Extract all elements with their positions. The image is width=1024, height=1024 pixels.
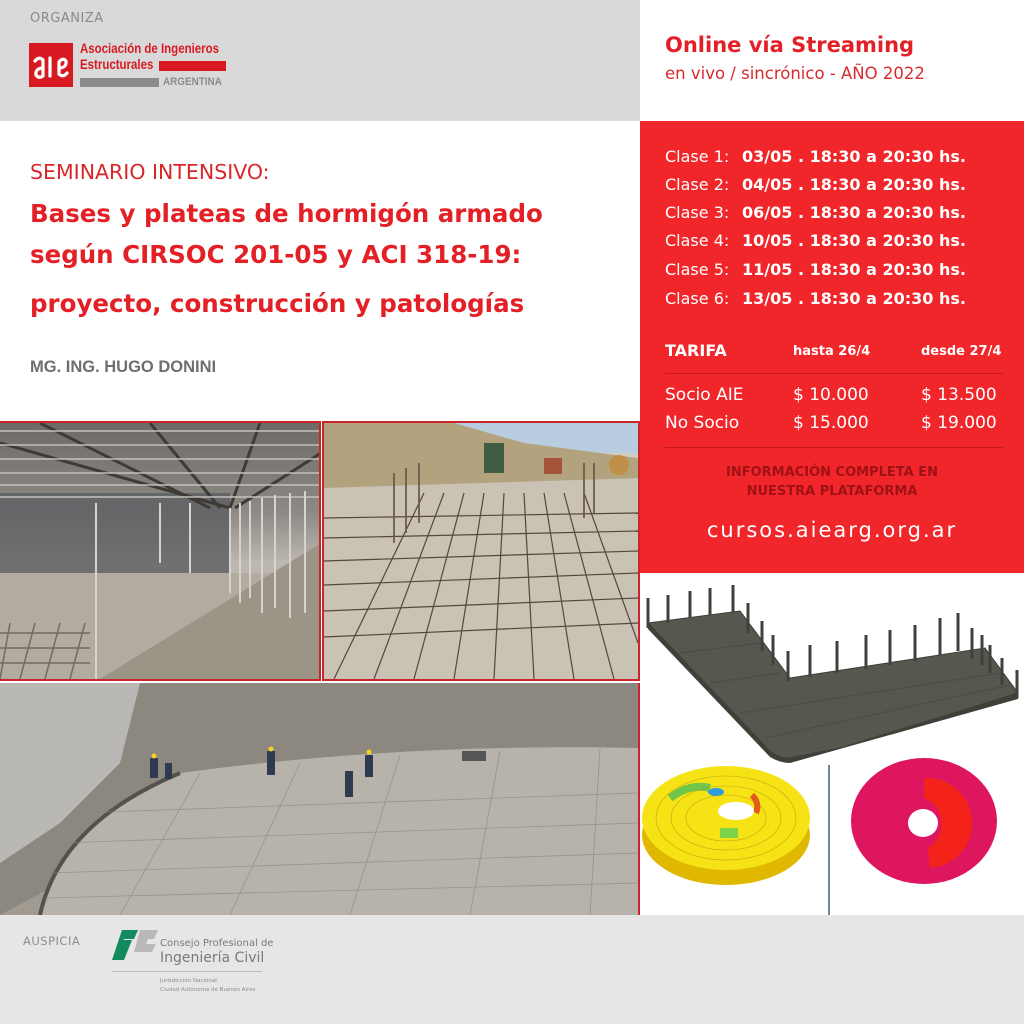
class-datetime: 11/05 . 18:30 a 20:30 hs. xyxy=(742,260,966,279)
schedule-pricing-panel xyxy=(640,121,1024,573)
foundation-slab-render xyxy=(648,585,1018,763)
course-title-line1: Bases y plateas de hormigón armado xyxy=(30,199,543,228)
org-country: ARGENTINA xyxy=(163,76,222,88)
course-title-line2: según CIRSOC 201-05 y ACI 318-19: xyxy=(30,240,522,269)
pricing-header xyxy=(665,341,1005,363)
organiza-label: ORGANIZA xyxy=(30,11,104,26)
aie-logo-icon xyxy=(29,43,73,87)
photo-circular-slab xyxy=(0,683,640,915)
class-label: Clase 6: xyxy=(665,289,730,308)
info-note xyxy=(640,463,1024,501)
cpic-logo-icon xyxy=(112,928,158,962)
seminar-type-label: SEMINARIO INTENSIVO: xyxy=(30,160,270,184)
class-datetime: 04/05 . 18:30 a 20:30 hs. xyxy=(742,175,966,194)
speaker-name: MG. ING. HUGO DONINI xyxy=(30,358,217,376)
class-datetime: 10/05 . 18:30 a 20:30 hs. xyxy=(742,231,966,250)
structural-renders xyxy=(640,573,1024,915)
pricing-header-tarifa: TARIFA xyxy=(665,341,727,360)
pricing-header-early: hasta 26/4 xyxy=(793,344,871,359)
stress-contour-render-yellow xyxy=(642,766,810,885)
org-name-line1: Asociación de Ingenieros xyxy=(80,41,220,56)
price-row xyxy=(665,385,1010,409)
sponsor-jurisdiction: Jurisdicción Nacional xyxy=(160,978,217,984)
platform-url-link[interactable]: cursos.aiearg.org.ar xyxy=(706,518,958,542)
logo-gray-bar xyxy=(80,78,159,87)
sponsor-name-line2: Ingeniería Civil xyxy=(160,950,265,966)
price-category: Socio AIE xyxy=(665,385,744,405)
sponsor-city: Ciudad Autónoma de Buenos Aires xyxy=(160,987,256,993)
divider xyxy=(665,373,1003,374)
class-label: Clase 4: xyxy=(665,231,730,250)
class-datetime: 06/05 . 18:30 a 20:30 hs. xyxy=(742,203,966,222)
info-line1: INFORMACIÓN COMPLETA EN xyxy=(726,465,938,480)
course-title-line3: proyecto, construcción y patologías xyxy=(30,289,525,318)
logo-red-bar xyxy=(159,61,226,71)
class-datetime: 03/05 . 18:30 a 20:30 hs. xyxy=(742,147,966,166)
price-late: $ 13.500 xyxy=(921,385,997,405)
price-late: $ 19.000 xyxy=(921,413,997,433)
price-early: $ 10.000 xyxy=(793,385,869,405)
price-early: $ 15.000 xyxy=(793,413,869,433)
sponsor-divider xyxy=(112,971,262,972)
render-divider xyxy=(828,765,830,915)
class-datetime: 13/05 . 18:30 a 20:30 hs. xyxy=(742,289,966,308)
class-label: Clase 3: xyxy=(665,203,730,222)
streaming-subtitle: en vivo / sincrónico - AÑO 2022 xyxy=(665,64,925,83)
org-name-line2: Estructurales xyxy=(80,57,154,72)
info-line2: NUESTRA PLATAFORMA xyxy=(746,484,918,499)
class-label: Clase 5: xyxy=(665,260,730,279)
auspicia-label: AUSPICIA xyxy=(23,934,81,948)
streaming-title: Online vía Streaming xyxy=(665,33,915,57)
class-label: Clase 1: xyxy=(665,147,730,166)
price-row xyxy=(665,413,1010,437)
class-label: Clase 2: xyxy=(665,175,730,194)
price-category: No Socio xyxy=(665,413,740,433)
photo-rebar-mesh-site xyxy=(322,421,640,681)
photo-rebar-cage xyxy=(0,421,321,681)
stress-contour-render-magenta xyxy=(851,758,997,884)
divider xyxy=(665,447,1003,448)
sponsor-name-line1: Consejo Profesional de xyxy=(160,938,274,949)
pricing-header-late: desde 27/4 xyxy=(921,344,1002,359)
